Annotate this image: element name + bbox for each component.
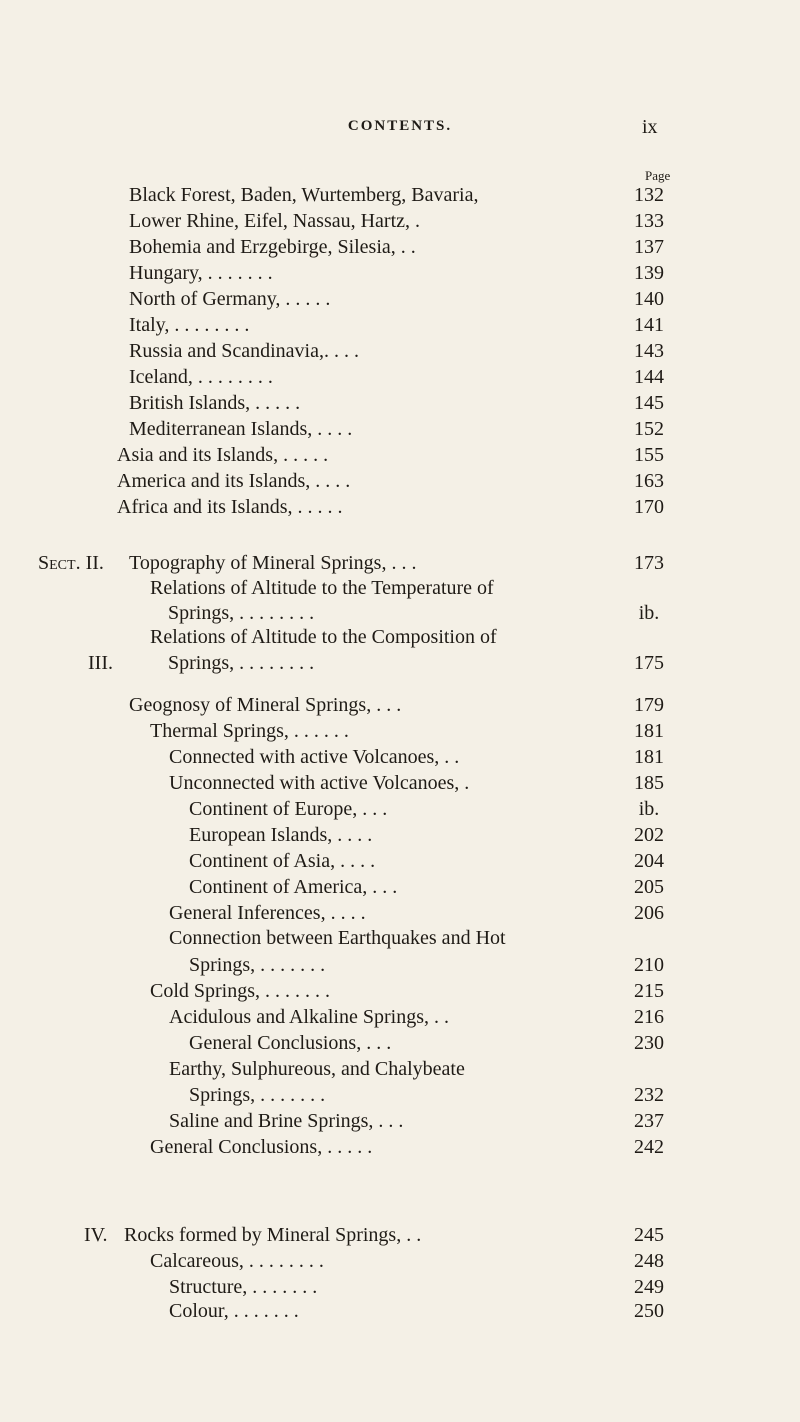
toc-entry-page: 245 [634, 1224, 664, 1246]
toc-entry-page: 210 [634, 954, 664, 976]
toc-entry-page: 230 [634, 1032, 664, 1054]
toc-entry-page: 248 [634, 1250, 664, 1272]
toc-entry-text: Topography of Mineral Springs, . . . [129, 552, 417, 574]
toc-entry-text: Africa and its Islands, . . . . . [117, 496, 343, 518]
toc-entry-text: Hungary, . . . . . . . [129, 262, 273, 284]
toc-entry-text: Connected with active Volcanoes, . . [169, 746, 460, 768]
toc-entry-page: 139 [634, 262, 664, 284]
toc-entry-page: 141 [634, 314, 664, 336]
toc-entry-page: 204 [634, 850, 664, 872]
toc-entry-text: Continent of America, . . . [189, 876, 398, 898]
toc-entry-page: 132 [634, 184, 664, 206]
toc-entry-text: America and its Islands, . . . . [117, 470, 351, 492]
page-header-title: CONTENTS. [347, 118, 453, 134]
toc-entry-text: Relations of Altitude to the Temperature of [150, 577, 494, 599]
toc-entry-page: 152 [634, 418, 664, 440]
page-column-label: Page [645, 168, 671, 183]
toc-entry-text: Saline and Brine Springs, . . . [169, 1110, 404, 1132]
toc-entry-text: Continent of Europe, . . . [189, 798, 388, 820]
toc-entry-text: Connection between Earthquakes and Hot [169, 927, 506, 949]
toc-entry-page: 133 [634, 210, 664, 232]
toc-entry-text: Calcareous, . . . . . . . . [150, 1250, 324, 1272]
section-label-ii: Sect. II. [38, 552, 104, 574]
toc-entry-page: 143 [634, 340, 664, 362]
toc-entry-page: 175 [634, 652, 664, 674]
toc-entry-text: Springs, . . . . . . . [189, 954, 326, 976]
toc-entry-page: 137 [634, 236, 664, 258]
toc-entry-page: 145 [634, 392, 664, 414]
toc-entry-page: 242 [634, 1136, 664, 1158]
section-label-iv: IV. [84, 1224, 108, 1246]
toc-entry-text: Iceland, . . . . . . . . [129, 366, 273, 388]
toc-entry-page: 163 [634, 470, 664, 492]
toc-entry-text: Rocks formed by Mineral Springs, . . [124, 1224, 422, 1246]
toc-entry-text: General Conclusions, . . . . . [150, 1136, 373, 1158]
toc-entry-text: Geognosy of Mineral Springs, . . . [129, 694, 402, 716]
toc-entry-text: Unconnected with active Volcanoes, . [169, 772, 470, 794]
toc-entry-text: British Islands, . . . . . [129, 392, 301, 414]
toc-entry-page: 181 [634, 746, 664, 768]
toc-entry-page: ib. [638, 602, 660, 624]
toc-entry-text: Springs, . . . . . . . . [168, 652, 315, 674]
toc-entry-text: Lower Rhine, Eifel, Nassau, Hartz, . [129, 210, 421, 232]
toc-entry-text: Earthy, Sulphureous, and Chalybeate [169, 1058, 465, 1080]
toc-entry-text: Bohemia and Erzgebirge, Silesia, . . [129, 236, 416, 258]
toc-entry-page: 249 [634, 1276, 664, 1298]
toc-entry-text: Russia and Scandinavia,. . . . [129, 340, 359, 362]
toc-entry-page: 215 [634, 980, 664, 1002]
toc-entry-text: Cold Springs, . . . . . . . [150, 980, 331, 1002]
toc-entry-text: Mediterranean Islands, . . . . [129, 418, 353, 440]
toc-entry-page: 140 [634, 288, 664, 310]
section-label-iii: III. [88, 652, 113, 674]
toc-entry-text: Structure, . . . . . . . [169, 1276, 318, 1298]
toc-entry-text: General Inferences, . . . . [169, 902, 366, 924]
toc-entry-text: Colour, . . . . . . . [169, 1300, 299, 1322]
toc-entry-text: Black Forest, Baden, Wurtemberg, Bavaria, [129, 184, 479, 206]
toc-entry-page: ib. [638, 798, 660, 820]
toc-entry-page: 173 [634, 552, 664, 574]
toc-entry-page: 181 [634, 720, 664, 742]
toc-entry-text: Asia and its Islands, . . . . . [117, 444, 329, 466]
toc-entry-page: 216 [634, 1006, 664, 1028]
page-header-number: ix [642, 116, 658, 138]
toc-entry-page: 232 [634, 1084, 664, 1106]
toc-entry-page: 155 [634, 444, 664, 466]
toc-entry-text: Acidulous and Alkaline Springs, . . [169, 1006, 449, 1028]
toc-entry-page: 202 [634, 824, 664, 846]
toc-entry-text: Springs, . . . . . . . [189, 1084, 326, 1106]
toc-entry-text: Continent of Asia, . . . . [189, 850, 376, 872]
toc-entry-page: 237 [634, 1110, 664, 1132]
toc-entry-text: Italy, . . . . . . . . [129, 314, 250, 336]
toc-entry-page: 170 [634, 496, 664, 518]
toc-entry-text: North of Germany, . . . . . [129, 288, 331, 310]
toc-entry-page: 185 [634, 772, 664, 794]
toc-entry-text: Springs, . . . . . . . . [168, 602, 315, 624]
toc-entry-page: 144 [634, 366, 664, 388]
toc-entry-text: Thermal Springs, . . . . . . [150, 720, 349, 742]
toc-entry-page: 205 [634, 876, 664, 898]
toc-entry-text: European Islands, . . . . [189, 824, 373, 846]
toc-entry-text: Relations of Altitude to the Composition of [150, 626, 497, 648]
toc-entry-page: 250 [634, 1300, 664, 1322]
toc-entry-text: General Conclusions, . . . [189, 1032, 392, 1054]
toc-entry-page: 179 [634, 694, 664, 716]
toc-entry-page: 206 [634, 902, 664, 924]
